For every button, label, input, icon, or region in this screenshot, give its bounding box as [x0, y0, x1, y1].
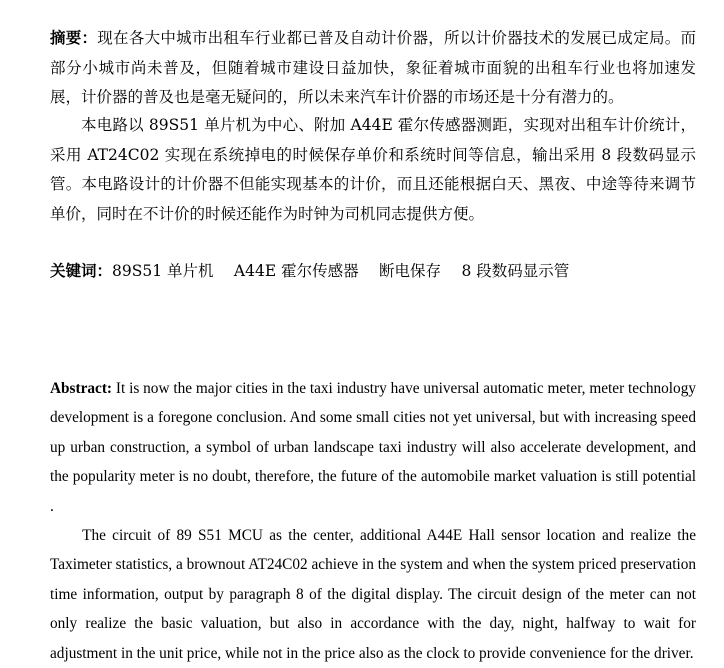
en-abstract-paragraph-2 — [50, 521, 696, 668]
en-abstract-paragraph-1 — [50, 374, 696, 521]
cn-keywords-text: 89S51 单片机 A44E 霍尔传感器 断电保存 8 段数码显示管 — [112, 262, 570, 280]
cn-keywords-line — [50, 256, 696, 287]
cn-abstract-label: 摘要： — [50, 28, 98, 47]
cn-abstract-text-2: 本电路以 89S51 单片机为中心、附加 A44E 霍尔传感器测距，实现对出租车计价统计，采用 AT24C02 实现在系统掉电的时候保存单价和系统时间等信息，输出采用 8 段数码显示管。本电路设计的计价器不但能实现基本的计价，而且还能根据白天、黑夜、中途等待来调节单价，同时在不计价的时候还能作为时钟为司机同志提供方便。 — [50, 116, 696, 223]
cn-keywords-label: 关键词： — [50, 261, 113, 280]
en-abstract-text-2: The circuit of 89 S51 MCU as the center, additional A44E Hall sensor location and realize the Taximeter statistics, a brownout AT24C02 achieve in the system and when the system priced preservation time information, output by paragraph 8 of the digital display. The circuit design of the meter can not only realize the basic valuation, but also in accordance with the day, night, halfway to wait for adjustment in the unit price, while not in the price also as the clock to provide convenience for the driver. — [50, 527, 696, 662]
en-abstract-label: Abstract: — [50, 380, 113, 397]
cn-abstract-text-1: 现在各大中城市出租车行业都已普及自动计价器，所以计价器技术的发展已成定局。而部分小城市尚未普及，但随着城市建设日益加快，象征着城市面貌的出租车行业也将加速发展，计价器的普及也是毫无疑问的，所以未来汽车计价器的市场还是十分有潜力的。 — [50, 29, 696, 106]
en-abstract-text-1: It is now the major cities in the taxi industry have universal automatic meter, meter technology development is a foregone conclusion. And some small cities not yet universal, but with increasing speed up urban construction, a symbol of urban landscape taxi industry will also accelerate development, and the popularity meter is no doubt, therefore, the future of the automobile market valuation is still potential . — [50, 380, 696, 515]
cn-abstract-paragraph-1 — [50, 23, 696, 113]
cn-abstract-paragraph-2 — [50, 111, 696, 229]
